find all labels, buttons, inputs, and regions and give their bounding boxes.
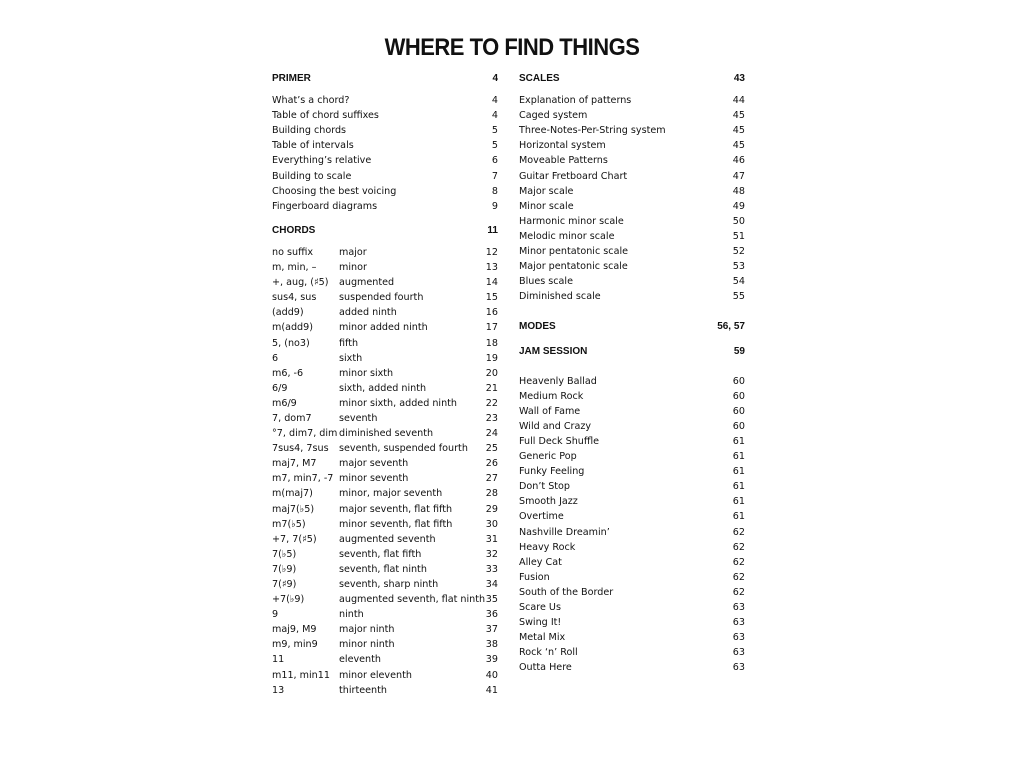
chord-entry[interactable] <box>272 502 498 517</box>
chord-page: 32 <box>485 548 498 560</box>
primer-entry-label: Building to scale <box>272 170 352 182</box>
chord-page: 18 <box>485 337 498 349</box>
chord-entry[interactable] <box>272 305 498 320</box>
chord-name: suspended fourth <box>339 292 424 304</box>
chord-suffix: m, min, – <box>272 262 317 274</box>
primer-heading[interactable] <box>272 71 498 86</box>
jam-session-heading-page: 59 <box>733 345 745 357</box>
chord-suffix: 7sus4, 7sus <box>272 443 329 455</box>
chord-page: 15 <box>485 292 498 304</box>
jam-track-entry-page: 62 <box>732 541 745 553</box>
chord-entry[interactable] <box>272 547 498 562</box>
chords-list <box>272 245 498 698</box>
scale-entry-page: 51 <box>732 230 745 242</box>
jam-track-entry-page: 62 <box>732 556 745 568</box>
jam-track-entry-page: 63 <box>732 632 745 644</box>
scale-entry[interactable] <box>519 244 745 259</box>
jam-track-entry[interactable] <box>519 404 745 419</box>
scale-entry-label: Minor scale <box>519 200 574 212</box>
primer-entry-page: 8 <box>491 185 498 197</box>
scale-entry[interactable] <box>519 184 745 199</box>
chord-name: major seventh <box>339 458 409 470</box>
chord-page: 27 <box>485 473 498 485</box>
chord-suffix: 7(♭5) <box>272 548 297 560</box>
primer-entry-label: Table of intervals <box>272 140 354 152</box>
chord-suffix: 5, (no3) <box>272 337 310 349</box>
chord-suffix: +7(♭9) <box>272 594 305 606</box>
chord-page: 36 <box>485 609 498 621</box>
scale-entry-label: Three-Notes-Per-String system <box>519 125 666 137</box>
scale-entry-label: Major pentatonic scale <box>519 261 628 273</box>
jam-track-entry[interactable] <box>519 540 745 555</box>
scale-entry-label: Explanation of patterns <box>519 95 632 107</box>
jam-track-entry-page: 60 <box>732 375 745 387</box>
chord-entry[interactable] <box>272 668 498 683</box>
chord-entry[interactable] <box>272 290 498 305</box>
primer-entry-label: Fingerboard diagrams <box>272 200 378 212</box>
chord-page: 30 <box>485 518 498 530</box>
scale-entry-label: Blues scale <box>519 276 573 288</box>
scale-entry-label: Horizontal system <box>519 140 606 152</box>
chord-name: minor seventh <box>339 473 409 485</box>
chord-suffix: m6, -6 <box>272 367 304 379</box>
jam-track-entry-label: Swing It! <box>519 617 562 629</box>
chord-page: 23 <box>485 412 498 424</box>
jam-track-entry-label: Rock ‘n’ Roll <box>519 647 578 659</box>
scale-entry-page: 55 <box>732 291 745 303</box>
chord-page: 19 <box>485 352 498 364</box>
jam-track-entry-label: Full Deck Shuffle <box>519 435 600 447</box>
chord-entry[interactable] <box>272 456 498 471</box>
scale-entry-label: Moveable Patterns <box>519 155 608 167</box>
primer-entry-label: Everything’s relative <box>272 155 372 167</box>
chord-name: minor sixth, added ninth <box>339 397 458 409</box>
chord-name: seventh <box>339 412 378 424</box>
modes-heading-page: 56, 57 <box>717 321 745 333</box>
scale-entry-page: 54 <box>732 276 745 288</box>
scale-entry-page: 44 <box>732 95 745 107</box>
modes-heading[interactable] <box>519 319 745 334</box>
chord-page: 38 <box>485 639 498 651</box>
scales-heading[interactable] <box>519 71 745 86</box>
primer-entry-label: What’s a chord? <box>272 95 350 107</box>
scale-entry-label: Guitar Fretboard Chart <box>519 170 628 182</box>
primer-entry[interactable] <box>272 123 498 138</box>
scale-entry-page: 45 <box>732 140 745 152</box>
chord-entry[interactable] <box>272 366 498 381</box>
chord-name: seventh, sharp ninth <box>339 579 439 590</box>
jam-track-entry-label: Outta Here <box>519 662 572 674</box>
chord-entry[interactable] <box>272 381 498 396</box>
jam-track-entry[interactable] <box>519 479 745 494</box>
chord-suffix: m(add9) <box>272 322 313 334</box>
chord-entry[interactable] <box>272 577 498 592</box>
primer-entry[interactable] <box>272 93 498 108</box>
chord-suffix: m7, min7, -7 <box>272 473 334 485</box>
chord-name: augmented seventh <box>339 533 436 545</box>
chords-heading[interactable] <box>272 223 498 238</box>
jam-track-entry[interactable] <box>519 525 745 540</box>
jam-track-entry-label: Metal Mix <box>519 632 566 644</box>
chord-suffix: sus4, sus <box>272 292 317 304</box>
scales-heading-page: 43 <box>733 73 745 84</box>
chord-name: ninth <box>339 609 364 621</box>
primer-entry-label: Choosing the best voicing <box>272 185 397 197</box>
scale-entry-label: Melodic minor scale <box>519 230 615 242</box>
primer-entry-page: 5 <box>491 140 498 152</box>
scale-entry[interactable] <box>519 259 745 274</box>
jam-track-entry-label: Heavenly Ballad <box>519 375 597 387</box>
chord-name: minor ninth <box>339 639 395 651</box>
scale-entry-label: Diminished scale <box>519 291 601 303</box>
chord-entry[interactable] <box>272 562 498 577</box>
chord-name: fifth <box>339 337 359 349</box>
jam-track-entry[interactable] <box>519 645 745 660</box>
primer-entry[interactable] <box>272 184 498 199</box>
scales-heading-label: SCALES <box>519 73 560 84</box>
chord-name: added ninth <box>339 307 397 319</box>
scale-entry[interactable] <box>519 199 745 214</box>
chord-entry[interactable] <box>272 683 498 698</box>
chord-page: 37 <box>485 624 498 636</box>
chord-suffix: °7, dim7, dim <box>272 428 338 440</box>
scale-entry-page: 46 <box>732 155 745 167</box>
chord-page: 39 <box>485 654 498 666</box>
chord-page: 33 <box>485 563 498 575</box>
jam-track-entry-label: Wall of Fame <box>519 405 581 417</box>
jam-track-entry[interactable] <box>519 585 745 600</box>
primer-entry[interactable] <box>272 169 498 184</box>
jam-track-entry-page: 62 <box>732 571 745 583</box>
chord-page: 12 <box>485 246 498 258</box>
primer-entry[interactable] <box>272 108 498 123</box>
chord-suffix: maj7, M7 <box>272 458 317 470</box>
scale-entry-page: 53 <box>732 261 745 273</box>
chord-name: sixth <box>339 352 363 364</box>
jam-track-entry-page: 61 <box>732 466 745 478</box>
chord-suffix: maj7(♭5) <box>272 503 315 515</box>
chord-page: 26 <box>485 458 498 470</box>
chord-suffix: +7, 7(♯5) <box>272 533 317 545</box>
jam-track-entry-page: 61 <box>732 481 745 493</box>
chord-name: major ninth <box>339 624 395 636</box>
chord-page: 13 <box>485 262 498 274</box>
jam-track-entry[interactable] <box>519 600 745 615</box>
scale-entry-page: 48 <box>732 185 745 197</box>
jam-track-entry-label: Alley Cat <box>519 556 562 568</box>
jam-track-entry-page: 60 <box>732 390 745 402</box>
chord-suffix: m11, min11 <box>272 669 330 681</box>
chord-page: 16 <box>485 307 498 319</box>
chord-suffix: m9, min9 <box>272 639 318 651</box>
scale-entry-label: Caged system <box>519 110 588 122</box>
chord-entry[interactable] <box>272 275 498 290</box>
chord-page: 21 <box>485 382 498 394</box>
chord-suffix: 7(♯9) <box>272 579 297 590</box>
jam-track-entry[interactable] <box>519 570 745 585</box>
chord-suffix: 9 <box>272 609 279 621</box>
jam-track-entry[interactable] <box>519 615 745 630</box>
chord-page: 34 <box>485 579 498 590</box>
scale-entry[interactable] <box>519 138 745 153</box>
chord-suffix: (add9) <box>272 307 304 319</box>
chord-name: seventh, suspended fourth <box>339 443 468 455</box>
chord-suffix: no suffix <box>272 246 314 258</box>
primer-entry-page: 9 <box>491 200 498 212</box>
chord-page: 22 <box>485 397 498 409</box>
jam-session-heading-label: JAM SESSION <box>519 345 588 357</box>
jam-track-entry[interactable] <box>519 434 745 449</box>
chord-entry[interactable] <box>272 622 498 637</box>
chord-name: thirteenth <box>339 684 387 696</box>
chord-suffix: m6/9 <box>272 397 297 409</box>
jam-track-entry-label: Nashville Dreamin’ <box>519 526 610 538</box>
chord-name: minor eleventh <box>339 669 412 681</box>
primer-entry[interactable] <box>272 153 498 168</box>
jam-track-entry-label: Smooth Jazz <box>519 496 578 508</box>
chord-name: augmented seventh, flat ninth <box>339 594 486 606</box>
chord-name: seventh, flat ninth <box>339 563 427 575</box>
chord-name: major seventh, flat fifth <box>339 503 453 515</box>
primer-heading-page: 4 <box>492 73 498 84</box>
toc-right-column <box>519 71 745 675</box>
jam-track-entry-page: 61 <box>732 435 745 447</box>
scales-list <box>519 93 745 304</box>
jam-track-entry[interactable] <box>519 449 745 464</box>
primer-entry-page: 7 <box>491 170 498 182</box>
scale-entry[interactable] <box>519 289 745 304</box>
primer-entry[interactable] <box>272 199 498 214</box>
chord-entry[interactable] <box>272 486 498 501</box>
jam-track-entry-label: Overtime <box>519 511 564 523</box>
jam-track-entry[interactable] <box>519 419 745 434</box>
jam-track-entry[interactable] <box>519 464 745 479</box>
scale-entry-label: Harmonic minor scale <box>519 215 624 227</box>
chord-suffix: 7, dom7 <box>272 412 312 424</box>
primer-entry-page: 4 <box>491 95 498 107</box>
chord-entry[interactable] <box>272 351 498 366</box>
chord-name: major <box>339 246 367 258</box>
chord-entry[interactable] <box>272 260 498 275</box>
scale-entry-label: Major scale <box>519 185 574 197</box>
chord-suffix: m7(♭5) <box>272 518 306 530</box>
jam-track-entry-page: 62 <box>732 586 745 598</box>
primer-entry-label: Table of chord suffixes <box>272 110 379 122</box>
chord-entry[interactable] <box>272 336 498 351</box>
chord-page: 20 <box>485 367 498 379</box>
scale-entry-page: 49 <box>732 200 745 212</box>
scale-entry[interactable] <box>519 123 745 138</box>
jam-track-entry-page: 61 <box>732 511 745 523</box>
chord-suffix: +, aug, (♯5) <box>272 277 329 289</box>
primer-entry-page: 4 <box>491 110 498 122</box>
jam-track-entry-page: 61 <box>732 451 745 463</box>
chord-page: 41 <box>485 684 498 696</box>
jam-track-entry-label: Medium Rock <box>519 390 584 402</box>
jam-track-entry-page: 63 <box>732 602 745 613</box>
chord-page: 35 <box>485 594 498 606</box>
chord-name: minor sixth <box>339 367 394 379</box>
chord-entry[interactable] <box>272 396 498 411</box>
jam-track-entry[interactable] <box>519 555 745 570</box>
scale-entry-label: Minor pentatonic scale <box>519 246 629 258</box>
chord-name: minor seventh, flat fifth <box>339 518 453 530</box>
chord-page: 25 <box>485 443 498 455</box>
jam-track-entry-page: 60 <box>732 405 745 417</box>
scale-entry[interactable] <box>519 169 745 184</box>
chord-name: seventh, flat fifth <box>339 548 422 560</box>
jam-track-entry-label: Generic Pop <box>519 451 577 463</box>
jam-track-entry-page: 63 <box>732 662 745 674</box>
chord-entry[interactable] <box>272 245 498 260</box>
chord-entry[interactable] <box>272 637 498 652</box>
chords-heading-page: 11 <box>487 224 498 236</box>
chords-heading-label: CHORDS <box>272 224 316 236</box>
chord-page: 14 <box>485 277 498 289</box>
primer-entry-label: Building chords <box>272 125 347 137</box>
jam-track-entry-label: South of the Border <box>519 586 614 598</box>
jam-track-entry[interactable] <box>519 494 745 509</box>
primer-entry-page: 6 <box>491 155 498 167</box>
jam-track-entry-label: Fusion <box>519 571 550 583</box>
chord-entry[interactable] <box>272 426 498 441</box>
chord-entry[interactable] <box>272 517 498 532</box>
chord-suffix: maj9, M9 <box>272 624 317 636</box>
chord-name: diminished seventh <box>339 428 434 440</box>
jam-track-entry[interactable] <box>519 509 745 524</box>
scale-entry-page: 45 <box>732 110 745 122</box>
chord-name: sixth, added ninth <box>339 382 427 394</box>
scale-entry[interactable] <box>519 214 745 229</box>
jam-track-entry-label: Scare Us <box>519 602 561 613</box>
chord-page: 28 <box>485 488 498 500</box>
jam-track-entry-label: Wild and Crazy <box>519 420 592 432</box>
chord-entry[interactable] <box>272 471 498 486</box>
scale-entry[interactable] <box>519 93 745 108</box>
chord-entry[interactable] <box>272 441 498 456</box>
chord-entry[interactable] <box>272 320 498 335</box>
scale-entry-page: 45 <box>732 125 745 137</box>
jam-track-entry[interactable] <box>519 374 745 389</box>
chord-page: 29 <box>485 503 498 515</box>
scale-entry[interactable] <box>519 153 745 168</box>
jam-track-entry-page: 61 <box>732 496 745 508</box>
chord-suffix: 6 <box>272 352 279 364</box>
chord-entry[interactable] <box>272 652 498 667</box>
chord-suffix: 13 <box>272 684 285 696</box>
chord-entry[interactable] <box>272 607 498 622</box>
chord-name: minor added ninth <box>339 322 428 334</box>
scale-entry[interactable] <box>519 274 745 289</box>
chord-page: 40 <box>485 669 498 681</box>
jam-session-heading[interactable] <box>519 344 745 359</box>
jam-track-entry-page: 63 <box>732 647 745 659</box>
chord-page: 24 <box>485 428 498 440</box>
chord-suffix: 7(♭9) <box>272 563 297 575</box>
scale-entry-page: 52 <box>732 246 745 258</box>
scale-entry[interactable] <box>519 229 745 244</box>
jam-track-entry-page: 60 <box>732 420 745 432</box>
chord-name: minor, major seventh <box>339 488 443 500</box>
jam-track-entry[interactable] <box>519 660 745 675</box>
chord-entry[interactable] <box>272 532 498 547</box>
chord-page: 31 <box>485 533 498 545</box>
chord-suffix: 6/9 <box>272 382 288 394</box>
scale-entry[interactable] <box>519 108 745 123</box>
primer-heading-label: PRIMER <box>272 73 311 84</box>
jam-session-list <box>519 374 745 676</box>
jam-track-entry[interactable] <box>519 389 745 404</box>
jam-track-entry-page: 62 <box>732 526 745 538</box>
chord-name: eleventh <box>339 654 381 666</box>
page-title: WHERE TO FIND THINGS <box>384 33 640 61</box>
jam-track-entry-label: Funky Feeling <box>519 466 585 478</box>
chord-name: augmented <box>339 277 395 289</box>
jam-track-entry[interactable] <box>519 630 745 645</box>
primer-entry[interactable] <box>272 138 498 153</box>
primer-list <box>272 93 498 214</box>
scale-entry-page: 50 <box>732 215 745 227</box>
jam-track-entry-page: 63 <box>732 617 745 629</box>
primer-entry-page: 5 <box>491 125 498 137</box>
modes-heading-label: MODES <box>519 321 556 333</box>
chord-entry[interactable] <box>272 411 498 426</box>
scale-entry-page: 47 <box>732 170 745 182</box>
chord-page: 17 <box>485 322 498 334</box>
chord-suffix: 11 <box>272 654 285 666</box>
toc-left-column <box>272 71 498 698</box>
chord-suffix: m(maj7) <box>272 488 313 500</box>
jam-track-entry-label: Heavy Rock <box>519 541 576 553</box>
chord-name: minor <box>339 262 367 274</box>
jam-track-entry-label: Don’t Stop <box>519 481 571 493</box>
chord-entry[interactable] <box>272 592 498 607</box>
